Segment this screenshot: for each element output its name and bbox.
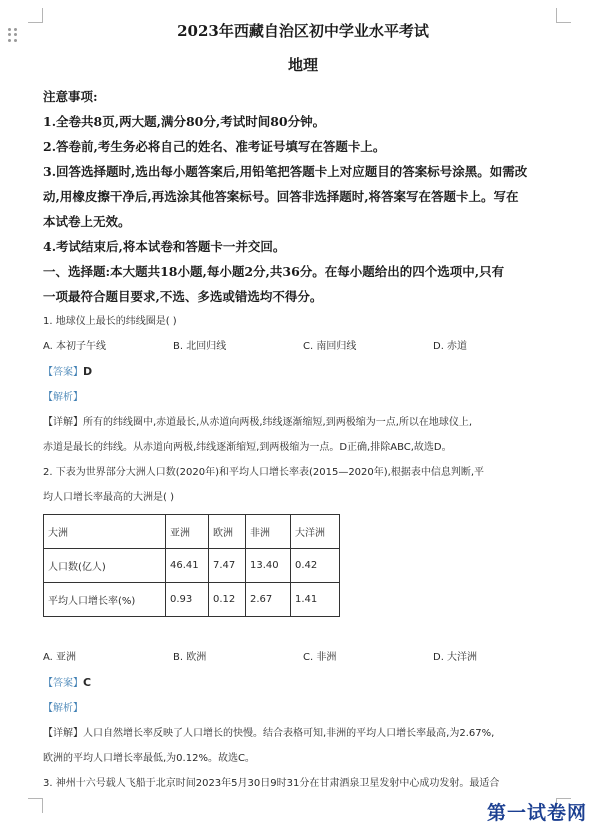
question-2-stem: 均人口增长率最高的大洲是( ) — [43, 492, 174, 503]
option-a: A. 本初子午线 — [43, 341, 107, 352]
question-2-stem: 2. 下表为世界部分大洲人口数(2020年)和平均人口增长率表(2015—2020年),根据表中信息判断,平 — [43, 467, 485, 478]
answer-value: C — [83, 676, 92, 689]
notice-item: 本试卷上无效。 — [43, 214, 131, 229]
question-1-detail: 赤道是最长的纬线。从赤道向两极,纬线逐渐缩短,到两极缩为一点。D正确,排除ABC,故选D。 — [43, 442, 452, 453]
question-1-stem: 1. 地球仪上最长的纬线圈是( ) — [43, 316, 177, 327]
section-instructions: 一项最符合题目要求,不选、多选或错选均不得分。 — [43, 289, 323, 304]
notice-item: 动,用橡皮擦干净后,再选涂其他答案标号。回答非选择题时,将答案写在答题卡上。写在 — [43, 189, 519, 204]
question-2-answer — [43, 670, 563, 696]
notice-item: 3.回答选择题时,选出每小题答案后,用铅笔把答题卡上对应题目的答案标号涂黑。如需改 — [43, 164, 528, 179]
question-1-detail: 【详解】所有的纬线圈中,赤道最长,从赤道向两极,纬线逐渐缩短,到两极缩为一点,所以在地球仪上, — [43, 417, 473, 428]
question-2-options — [43, 645, 563, 670]
population-table — [43, 514, 340, 617]
table-cell: 0.12 — [209, 583, 246, 617]
question-2-analysis-label: 【解析】 — [43, 703, 83, 714]
table-cell: 7.47 — [209, 549, 246, 583]
answer-value: D — [83, 365, 93, 378]
table-header-cell: 非洲 — [246, 515, 291, 549]
crop-mark-bottom-left — [28, 798, 43, 813]
notice-heading: 注意事项: — [43, 89, 98, 104]
exam-subject: 地理 — [287, 56, 318, 74]
crop-mark-top-left — [28, 8, 43, 23]
section-instructions: 一、选择题:本大题共18小题,每小题2分,共36分。在每小题给出的四个选项中,只有 — [43, 264, 505, 279]
notice-item: 1.全卷共8页,两大题,满分80分,考试时间80分钟。 — [43, 114, 326, 129]
table-cell: 平均人口增长率(%) — [44, 583, 166, 617]
table-cell: 13.40 — [246, 549, 291, 583]
table-row — [44, 583, 340, 617]
table-cell: 0.42 — [291, 549, 340, 583]
table-header-cell: 亚洲 — [166, 515, 209, 549]
table-header-cell: 欧洲 — [209, 515, 246, 549]
option-c: C. 非洲 — [303, 652, 337, 663]
exam-title: 2023年西藏自治区初中学业水平考试 — [177, 22, 429, 40]
answer-label: 【答案】 — [43, 678, 83, 689]
drag-handle-icon[interactable] — [8, 28, 18, 42]
table-cell: 人口数(亿人) — [44, 549, 166, 583]
option-b: B. 欧洲 — [173, 652, 207, 663]
notice-item: 4.考试结束后,将本试卷和答题卡一并交回。 — [43, 239, 286, 254]
option-a: A. 亚洲 — [43, 652, 77, 663]
table-header-cell: 大洋洲 — [291, 515, 340, 549]
question-2-detail: 【详解】人口自然增长率反映了人口增长的快慢。结合表格可知,非洲的平均人口增长率最高,为2.67%, — [43, 728, 495, 739]
question-3-stem: 3. 神州十六号载人飞船于北京时间2023年5月30日9时31分在甘肃酒泉卫星发射中心成功发射。最适合 — [43, 778, 500, 789]
option-d: D. 赤道 — [433, 341, 468, 352]
question-1-analysis-label: 【解析】 — [43, 392, 83, 403]
document-content — [43, 14, 563, 796]
table-cell: 0.93 — [166, 583, 209, 617]
question-1-answer — [43, 359, 563, 385]
question-1-options — [43, 334, 563, 359]
table-cell: 2.67 — [246, 583, 291, 617]
option-b: B. 北回归线 — [173, 341, 227, 352]
table-header-cell: 大洲 — [44, 515, 166, 549]
table-header-row — [44, 515, 340, 549]
option-c: C. 南回归线 — [303, 341, 357, 352]
table-cell: 1.41 — [291, 583, 340, 617]
table-row — [44, 549, 340, 583]
table-cell: 46.41 — [166, 549, 209, 583]
site-watermark: 第一试卷网 — [486, 802, 587, 824]
notice-item: 2.答卷前,考生务必将自己的姓名、准考证号填写在答题卡上。 — [43, 139, 386, 154]
question-2-detail: 欧洲的平均人口增长率最低,为0.12%。故选C。 — [43, 753, 255, 764]
option-d: D. 大洋洲 — [433, 652, 478, 663]
answer-label: 【答案】 — [43, 367, 83, 378]
